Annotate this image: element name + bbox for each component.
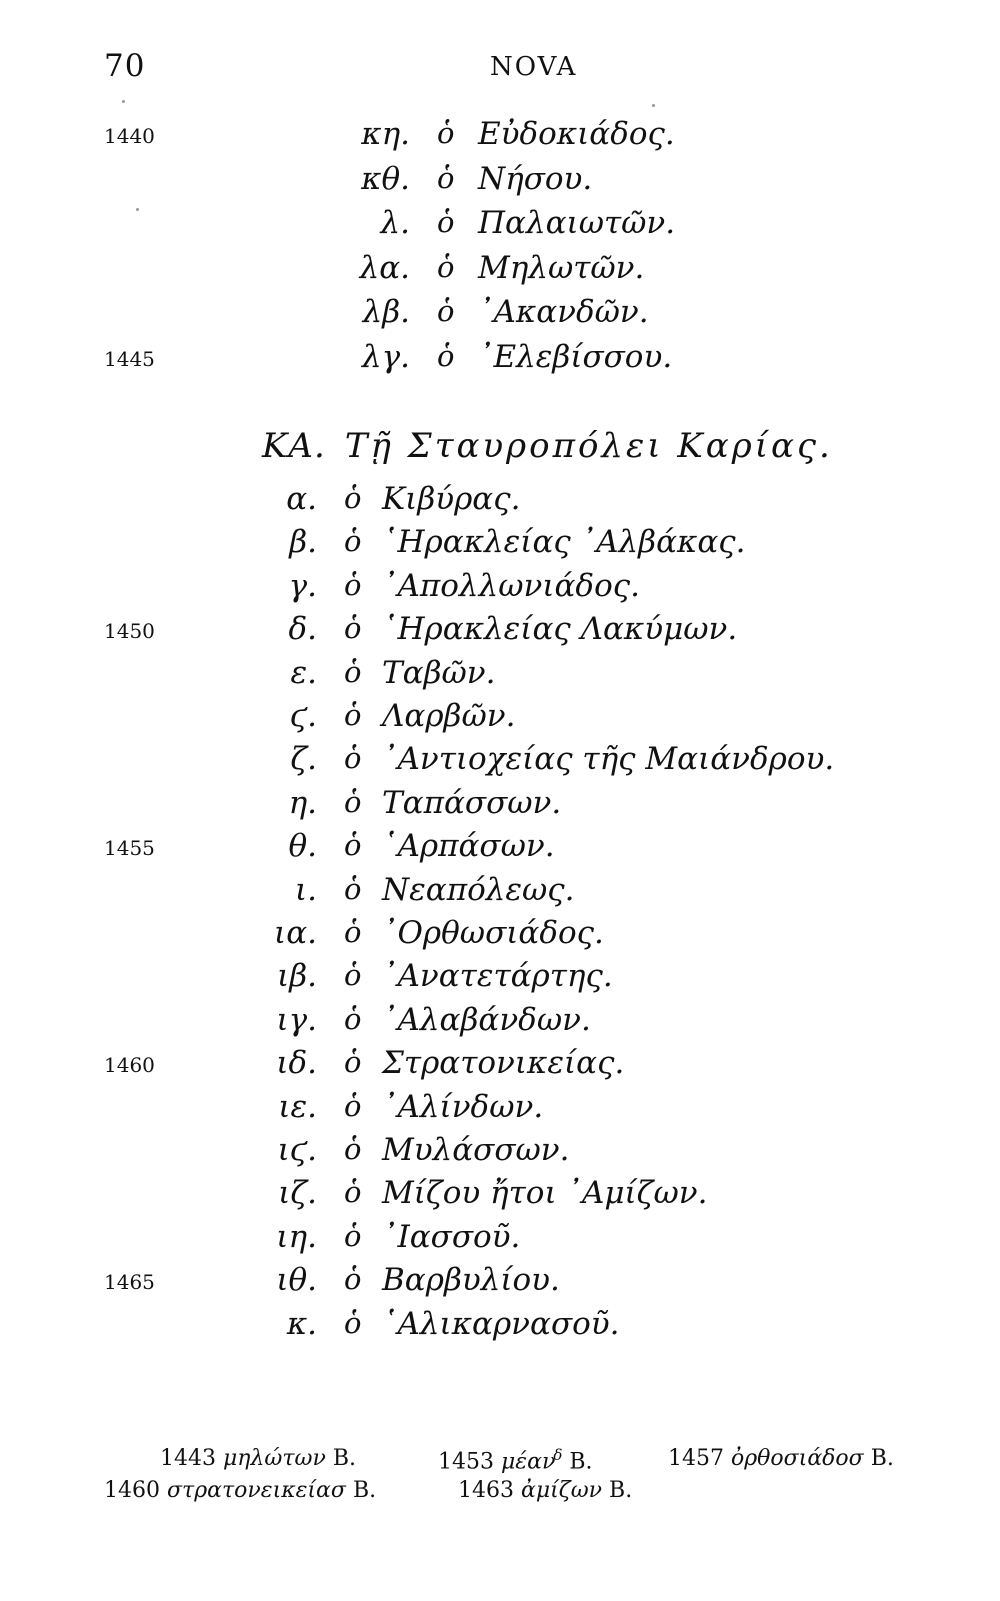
list-item [0, 958, 1000, 1002]
note-siglum: B. [870, 1446, 894, 1471]
see-name: ᾿Ελεβίσσου. [478, 338, 673, 375]
entry-numeral: ιη. [276, 1218, 317, 1255]
note-ref: 1453 [438, 1449, 494, 1475]
entry-article: ὁ [437, 249, 455, 284]
see-name: ᾿Αλαβάνδων. [382, 1001, 591, 1038]
entry-numeral: η. [288, 784, 317, 821]
entry-numeral: δ. [288, 611, 317, 648]
entry-numeral: θ. [288, 828, 317, 865]
note-siglum: B. [332, 1446, 357, 1471]
list-item [0, 568, 1000, 612]
entry-article: ὁ [344, 698, 362, 732]
see-name: ῾Ηρακλείας ᾿Αλβάκας. [382, 524, 746, 561]
entry-numeral: ε. [290, 654, 317, 691]
see-name: ῾Ηρακλείας Λακύμων. [382, 611, 738, 648]
list-item [0, 785, 1000, 829]
see-name: Νήσου. [478, 160, 593, 197]
list-item [0, 116, 1000, 160]
see-name: ᾿Ορθωσιάδος. [382, 915, 604, 951]
entry-numeral: λ. [380, 205, 410, 241]
print-speck [122, 100, 125, 103]
see-name: Κιβύρας. [382, 481, 521, 517]
note-superscript: δ [553, 1446, 563, 1464]
entry-numeral: ζ. [290, 741, 317, 778]
list-item [0, 294, 1000, 338]
list-item [0, 1306, 1000, 1350]
entry-article: ὁ [344, 828, 362, 863]
entry-numeral: β. [289, 524, 317, 561]
apparatus-note [160, 1446, 356, 1471]
entry-article: ὁ [344, 524, 362, 559]
entry-numeral: ια. [274, 915, 317, 951]
see-name: ῾Αλικαρνασοῦ. [382, 1305, 620, 1342]
entry-article: ὁ [344, 654, 362, 689]
entry-article: ὁ [437, 294, 455, 328]
list-item [0, 1175, 1000, 1219]
entry-article: ὁ [344, 1218, 362, 1253]
apparatus-note [458, 1478, 632, 1503]
entry-numeral: κθ. [361, 160, 410, 197]
list-item [0, 1089, 1000, 1133]
entry-article: ὁ [344, 1305, 362, 1340]
list-item [0, 741, 1000, 785]
note-ref: 1457 [668, 1446, 724, 1471]
list-item [0, 698, 1000, 742]
entry-numeral: ιδ. [276, 1045, 317, 1082]
line-number: 1450 [104, 619, 155, 644]
section-title: Τῇ Σταυροπόλει Καρίας. [344, 426, 833, 466]
entry-article: ὁ [344, 915, 362, 949]
note-siglum: B. [609, 1478, 633, 1503]
see-name: Εὐδοκιάδος. [478, 116, 675, 152]
note-ref: 1443 [160, 1446, 216, 1471]
entry-article: ὁ [344, 784, 362, 819]
see-name: ᾿Ανατετάρτης. [382, 958, 613, 995]
note-reading: μηλώτων [223, 1446, 326, 1471]
see-name: ᾿Αντιοχείας τῆς Μαιάνδρου. [382, 741, 835, 778]
see-name: Μηλωτῶν. [478, 249, 645, 286]
entry-numeral: λβ. [362, 294, 410, 330]
entry-article: ὁ [344, 871, 362, 906]
see-name: ᾿Ακανδῶν. [478, 294, 649, 330]
see-name: Ταβῶν. [382, 654, 496, 691]
entry-numeral: ι. [294, 871, 317, 908]
section-number: ΚΑ. [262, 426, 326, 466]
see-name: Στρατονικείας. [382, 1045, 625, 1082]
list-item [0, 1002, 1000, 1046]
note-ref: 1463 [458, 1478, 514, 1503]
list-item [0, 250, 1000, 294]
entry-numeral: ιε. [278, 1088, 317, 1125]
note-reading: στρατονεικείασ [167, 1478, 346, 1503]
entry-article: ὁ [437, 338, 455, 373]
list-item [0, 828, 1000, 872]
entry-numeral: α. [286, 481, 317, 517]
list-item [0, 339, 1000, 383]
entry-article: ὁ [344, 1132, 362, 1166]
see-name: ᾿Απολλωνιάδος. [382, 567, 640, 604]
line-number: 1455 [104, 836, 155, 861]
entry-article: ὁ [344, 1175, 362, 1210]
list-item [0, 872, 1000, 916]
page-header [0, 48, 1000, 88]
see-name: Λαρβῶν. [382, 698, 516, 734]
line-number: 1465 [104, 1270, 155, 1295]
entry-article: ὁ [437, 160, 455, 195]
note-reading: μέαν [501, 1449, 556, 1475]
entry-article: ὁ [344, 481, 362, 515]
see-name: Νεαπόλεως. [382, 871, 575, 908]
entry-article: ὁ [437, 205, 455, 239]
list-item [0, 915, 1000, 959]
see-name: Μυλάσσων. [382, 1132, 570, 1168]
list-item [0, 481, 1000, 525]
entry-article: ὁ [344, 1001, 362, 1036]
note-reading: ὀρθοσιάδοσ [731, 1446, 864, 1471]
print-speck [652, 104, 655, 107]
see-name: Ταπάσσων. [382, 784, 562, 821]
line-number: 1445 [104, 346, 155, 371]
entry-numeral: ιβ. [277, 958, 317, 995]
entry-numeral: λα. [359, 249, 410, 286]
apparatus-note [668, 1446, 894, 1471]
see-name: Παλαιωτῶν. [478, 205, 676, 241]
list-item [0, 1219, 1000, 1263]
entry-article: ὁ [344, 1045, 362, 1080]
see-name: Βαρβυλίου. [382, 1262, 560, 1299]
running-title: NOVA [490, 52, 578, 82]
entry-article: ὁ [344, 567, 362, 602]
entry-article: ὁ [344, 958, 362, 993]
entry-numeral: ιζ. [278, 1175, 317, 1212]
entry-numeral: ιϛ. [277, 1132, 317, 1168]
entry-numeral: γ. [288, 567, 317, 604]
list-item [0, 524, 1000, 568]
entry-numeral: κη. [361, 116, 410, 152]
entry-numeral: ιθ. [276, 1262, 317, 1299]
see-name: ᾿Ιασσοῦ. [382, 1218, 521, 1255]
entry-numeral: λγ. [361, 338, 410, 375]
see-name: ῾Αρπάσων. [382, 828, 555, 865]
entry-article: ὁ [437, 116, 455, 150]
see-name: Μίζου ἤτοι ᾿Αμίζων. [382, 1175, 708, 1212]
note-siglum: B. [352, 1478, 377, 1503]
list-item [0, 161, 1000, 205]
line-number: 1440 [104, 124, 155, 148]
apparatus-note [104, 1478, 376, 1503]
list-item [0, 655, 1000, 699]
list-item [0, 205, 1000, 249]
section-heading [262, 426, 833, 466]
entry-numeral: ιγ. [276, 1001, 317, 1038]
list-item [0, 1132, 1000, 1176]
entry-article: ὁ [344, 611, 362, 646]
line-number: 1460 [104, 1053, 155, 1078]
see-name: ᾿Αλίνδων. [382, 1088, 544, 1125]
list-item [0, 1045, 1000, 1089]
apparatus-note [438, 1446, 593, 1474]
entry-numeral: ϛ. [289, 698, 317, 734]
note-siglum: B. [569, 1449, 593, 1475]
note-reading: ἀμίζων [521, 1478, 603, 1503]
page-number: 70 [104, 48, 146, 84]
entry-article: ὁ [344, 1088, 362, 1123]
list-item [0, 611, 1000, 655]
entry-article: ὁ [344, 741, 362, 776]
entry-article: ὁ [344, 1262, 362, 1297]
entry-numeral: κ. [286, 1305, 317, 1342]
note-ref: 1460 [104, 1478, 160, 1503]
list-item [0, 1262, 1000, 1306]
